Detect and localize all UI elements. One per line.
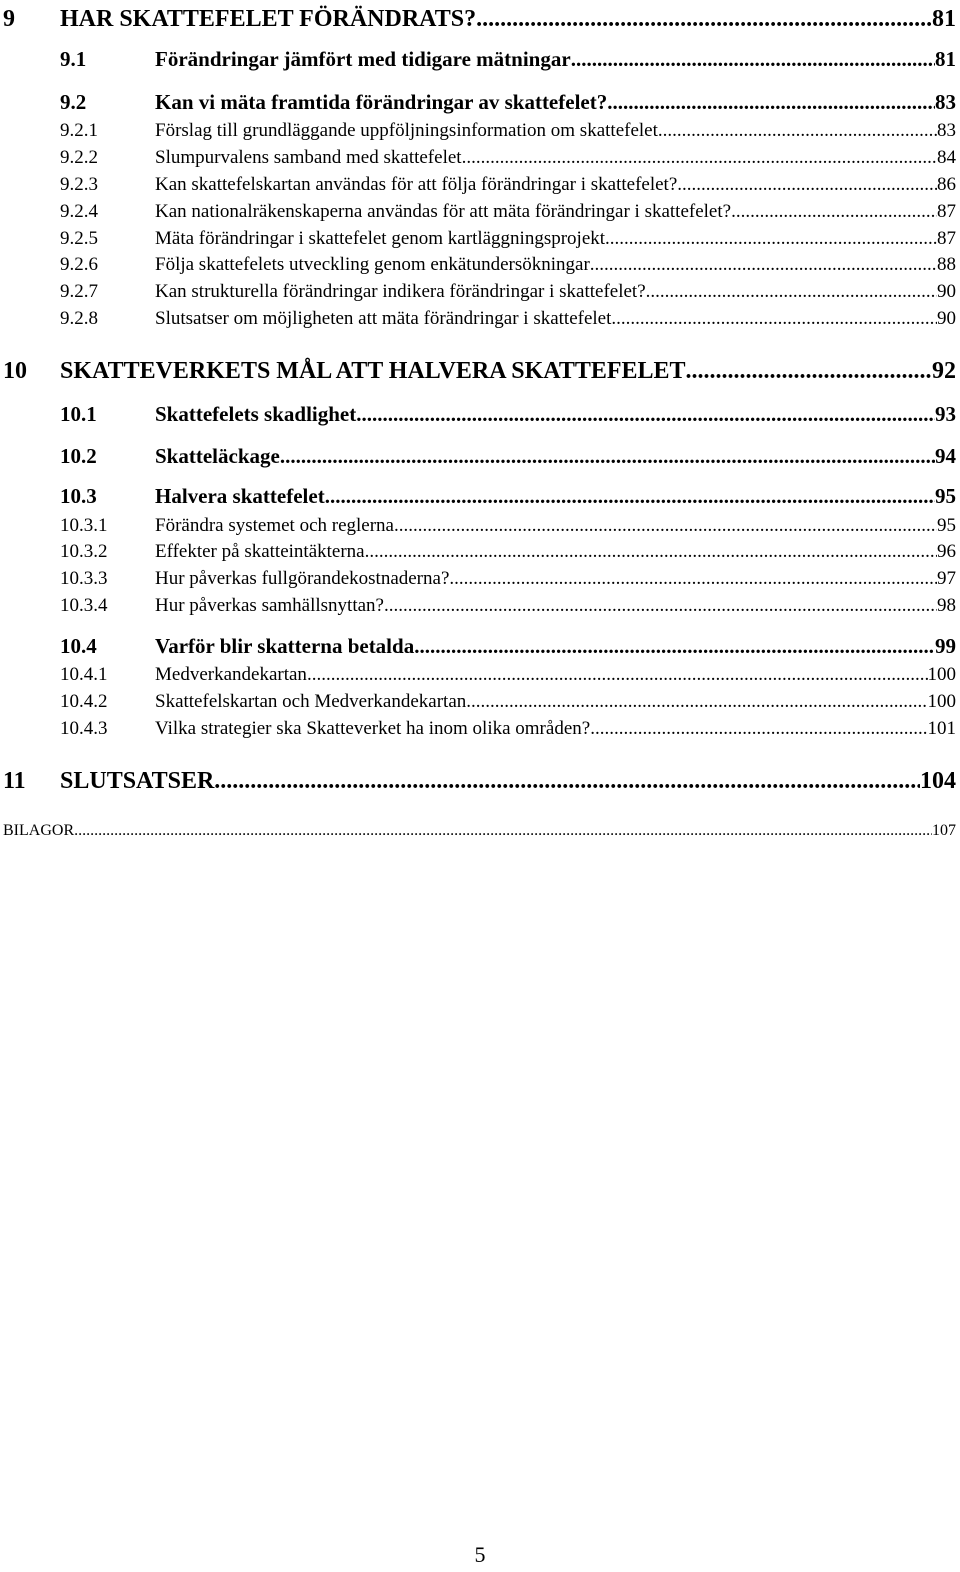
toc-entry-page: 88 — [937, 254, 956, 275]
toc-entry-number: 9.2.6 — [60, 254, 98, 275]
toc-entry[interactable] — [0, 513, 956, 539]
toc-entry-number: 9.2.3 — [60, 174, 98, 195]
toc-entry-title: Förändra systemet och reglerna — [155, 515, 394, 536]
toc-entry[interactable] — [0, 306, 956, 332]
toc-entry-page: 81 — [932, 6, 956, 32]
toc-entry-page: 86 — [937, 174, 956, 195]
dot-leader — [462, 145, 937, 171]
toc-entry[interactable] — [0, 4, 956, 34]
toc-entry-number: 9.2 — [60, 90, 87, 114]
toc-entry[interactable] — [0, 145, 956, 171]
toc-entry[interactable] — [0, 356, 956, 386]
dot-leader — [476, 4, 932, 34]
toc-entry[interactable] — [0, 442, 956, 470]
toc-entry-number: 10.3.2 — [60, 541, 108, 562]
toc-entry-page: 95 — [935, 484, 956, 508]
toc-entry-page: 100 — [927, 691, 956, 712]
toc-entry[interactable] — [0, 766, 956, 796]
toc-entry[interactable] — [0, 689, 956, 715]
dot-leader — [394, 513, 937, 539]
toc-entry-number: 10.4.3 — [60, 718, 108, 739]
toc-entry-number: 9 — [3, 6, 15, 32]
toc-entry[interactable] — [0, 593, 956, 619]
toc-entry[interactable] — [0, 226, 956, 252]
dot-leader — [686, 356, 932, 386]
toc-entry-title: Mäta förändringar i skattefelet genom kartläggningsprojekt — [155, 228, 606, 249]
toc-entry-title: Vilka strategier ska Skatteverket ha inom olika områden? — [155, 718, 591, 739]
toc-entry-title: Hur påverkas fullgörandekostnaderna? — [155, 568, 450, 589]
dot-leader — [74, 822, 932, 840]
toc-entry-number: 10.3 — [60, 484, 97, 508]
toc-entry-number: 9.2.5 — [60, 228, 98, 249]
toc-entry[interactable] — [0, 199, 956, 225]
toc-entry-title: Slutsatser om möjligheten att mäta förändringar i skattefelet — [155, 308, 612, 329]
toc-entry-page: 96 — [937, 541, 956, 562]
dot-leader — [658, 118, 937, 144]
toc-entry-title: BILAGOR — [3, 822, 75, 839]
toc-entry-page: 83 — [935, 90, 956, 114]
toc-entry-number: 9.2.1 — [60, 120, 98, 141]
toc-entry-number: 10.1 — [60, 402, 97, 426]
dot-leader — [571, 45, 935, 73]
toc-entry-page: 83 — [937, 120, 956, 141]
dot-leader — [414, 632, 935, 660]
toc-entry-page: 99 — [935, 634, 956, 658]
dot-leader — [280, 442, 935, 470]
dot-leader — [356, 400, 935, 428]
toc-entry-number: 10.4 — [60, 634, 97, 658]
toc-entry-title: Halvera skattefelet — [155, 484, 325, 508]
page-number: 5 — [474, 1542, 486, 1567]
toc-entry-title: HAR SKATTEFELET FÖRÄNDRATS? — [60, 6, 477, 32]
dot-leader — [605, 226, 937, 252]
toc-entry-title: Kan strukturella förändringar indikera förändringar i skattefelet? — [155, 281, 646, 302]
dot-leader — [611, 306, 937, 332]
toc-entry-number: 10.3.1 — [60, 515, 108, 536]
toc-entry-number: 10.3.4 — [60, 595, 108, 616]
toc-entry[interactable] — [0, 252, 956, 278]
toc-entry-page: 87 — [937, 228, 956, 249]
toc-entry-number: 9.2.8 — [60, 308, 98, 329]
dot-leader — [607, 88, 935, 116]
toc-entry-page: 104 — [920, 768, 956, 794]
toc-entry-page: 87 — [937, 201, 956, 222]
toc-entry-title: SKATTEVERKETS MÅL ATT HALVERA SKATTEFELET — [60, 358, 686, 384]
dot-leader — [307, 662, 928, 688]
toc-entry-page: 90 — [937, 281, 956, 302]
toc-entry[interactable] — [0, 566, 956, 592]
toc-entry-page: 98 — [937, 595, 956, 616]
toc-entry[interactable] — [0, 482, 956, 510]
toc-entry-page: 90 — [937, 308, 956, 329]
toc-entry[interactable] — [0, 716, 956, 742]
toc-entry-title: Effekter på skatteintäkterna — [155, 541, 365, 562]
toc-entry-number: 10.4.2 — [60, 691, 108, 712]
toc-entry-number: 11 — [3, 768, 26, 794]
toc-entry-title: Kan skattefelskartan användas för att följa förändringar i skattefelet? — [155, 174, 678, 195]
toc-entry-number: 10.3.3 — [60, 568, 108, 589]
toc-entry-title: Skattefelskartan och Medverkandekartan — [155, 691, 467, 712]
dot-leader — [384, 593, 937, 619]
toc-entry-page: 84 — [937, 147, 956, 168]
toc-entry[interactable] — [0, 88, 956, 116]
toc-entry-page: 101 — [927, 718, 956, 739]
toc-entry-title: Slumpurvalens samband med skattefelet — [155, 147, 462, 168]
toc-entry-page: 95 — [937, 515, 956, 536]
toc-entry-number: 10.4.1 — [60, 664, 108, 685]
toc-entry-page: 92 — [932, 358, 956, 384]
dot-leader — [731, 199, 937, 225]
toc-entry-title: Kan nationalräkenskaperna användas för att mäta förändringar i skattefelet? — [155, 201, 732, 222]
dot-leader — [677, 172, 937, 198]
toc-entry-title: Förändringar jämfört med tidigare mätningar — [155, 47, 571, 71]
toc-entry-title: Varför blir skatterna betalda — [155, 634, 415, 658]
toc-entry-title: Skattefelets skadlighet — [155, 402, 357, 426]
toc-entry-title: Kan vi mäta framtida förändringar av skattefelet? — [155, 90, 608, 114]
toc-entry-title: Förslag till grundläggande uppföljningsinformation om skattefelet — [155, 120, 658, 141]
dot-leader — [466, 689, 927, 715]
toc-entry[interactable] — [0, 632, 956, 660]
toc-entry-title: Skatteläckage — [155, 444, 280, 468]
toc-entry-number: 9.2.7 — [60, 281, 98, 302]
toc-entry-page: 94 — [935, 444, 956, 468]
toc-entry-title: Hur påverkas samhällsnyttan? — [155, 595, 384, 616]
dot-leader — [590, 716, 927, 742]
dot-leader — [646, 279, 937, 305]
toc-entry[interactable] — [0, 172, 956, 198]
toc-entry-page: 107 — [932, 822, 956, 839]
toc-entry-page: 100 — [927, 664, 956, 685]
toc-entry-page: 97 — [937, 568, 956, 589]
toc-entry[interactable] — [0, 45, 956, 73]
dot-leader — [365, 539, 937, 565]
toc-entry-number: 9.2.2 — [60, 147, 98, 168]
toc-entry-page: 93 — [935, 402, 956, 426]
toc-entry-number: 10.2 — [60, 444, 97, 468]
toc-entry[interactable] — [0, 400, 956, 428]
dot-leader — [449, 566, 937, 592]
toc-entry-number: 9.2.4 — [60, 201, 98, 222]
dot-leader — [590, 252, 937, 278]
toc-entry[interactable] — [0, 118, 956, 144]
toc-entry[interactable] — [0, 539, 956, 565]
toc-entry-number: 9.1 — [60, 47, 87, 71]
toc-entry[interactable] — [0, 662, 956, 688]
toc-entry-title: Följa skattefelets utveckling genom enkätundersökningar — [155, 254, 590, 275]
toc-entry-number: 10 — [3, 358, 27, 384]
toc-entry-page: 81 — [935, 47, 956, 71]
toc-entry-title: SLUTSATSER — [60, 768, 215, 794]
dot-leader — [214, 766, 920, 796]
dot-leader — [325, 482, 935, 510]
toc-entry[interactable] — [0, 279, 956, 305]
toc-entry-title: Medverkandekartan — [155, 664, 307, 685]
